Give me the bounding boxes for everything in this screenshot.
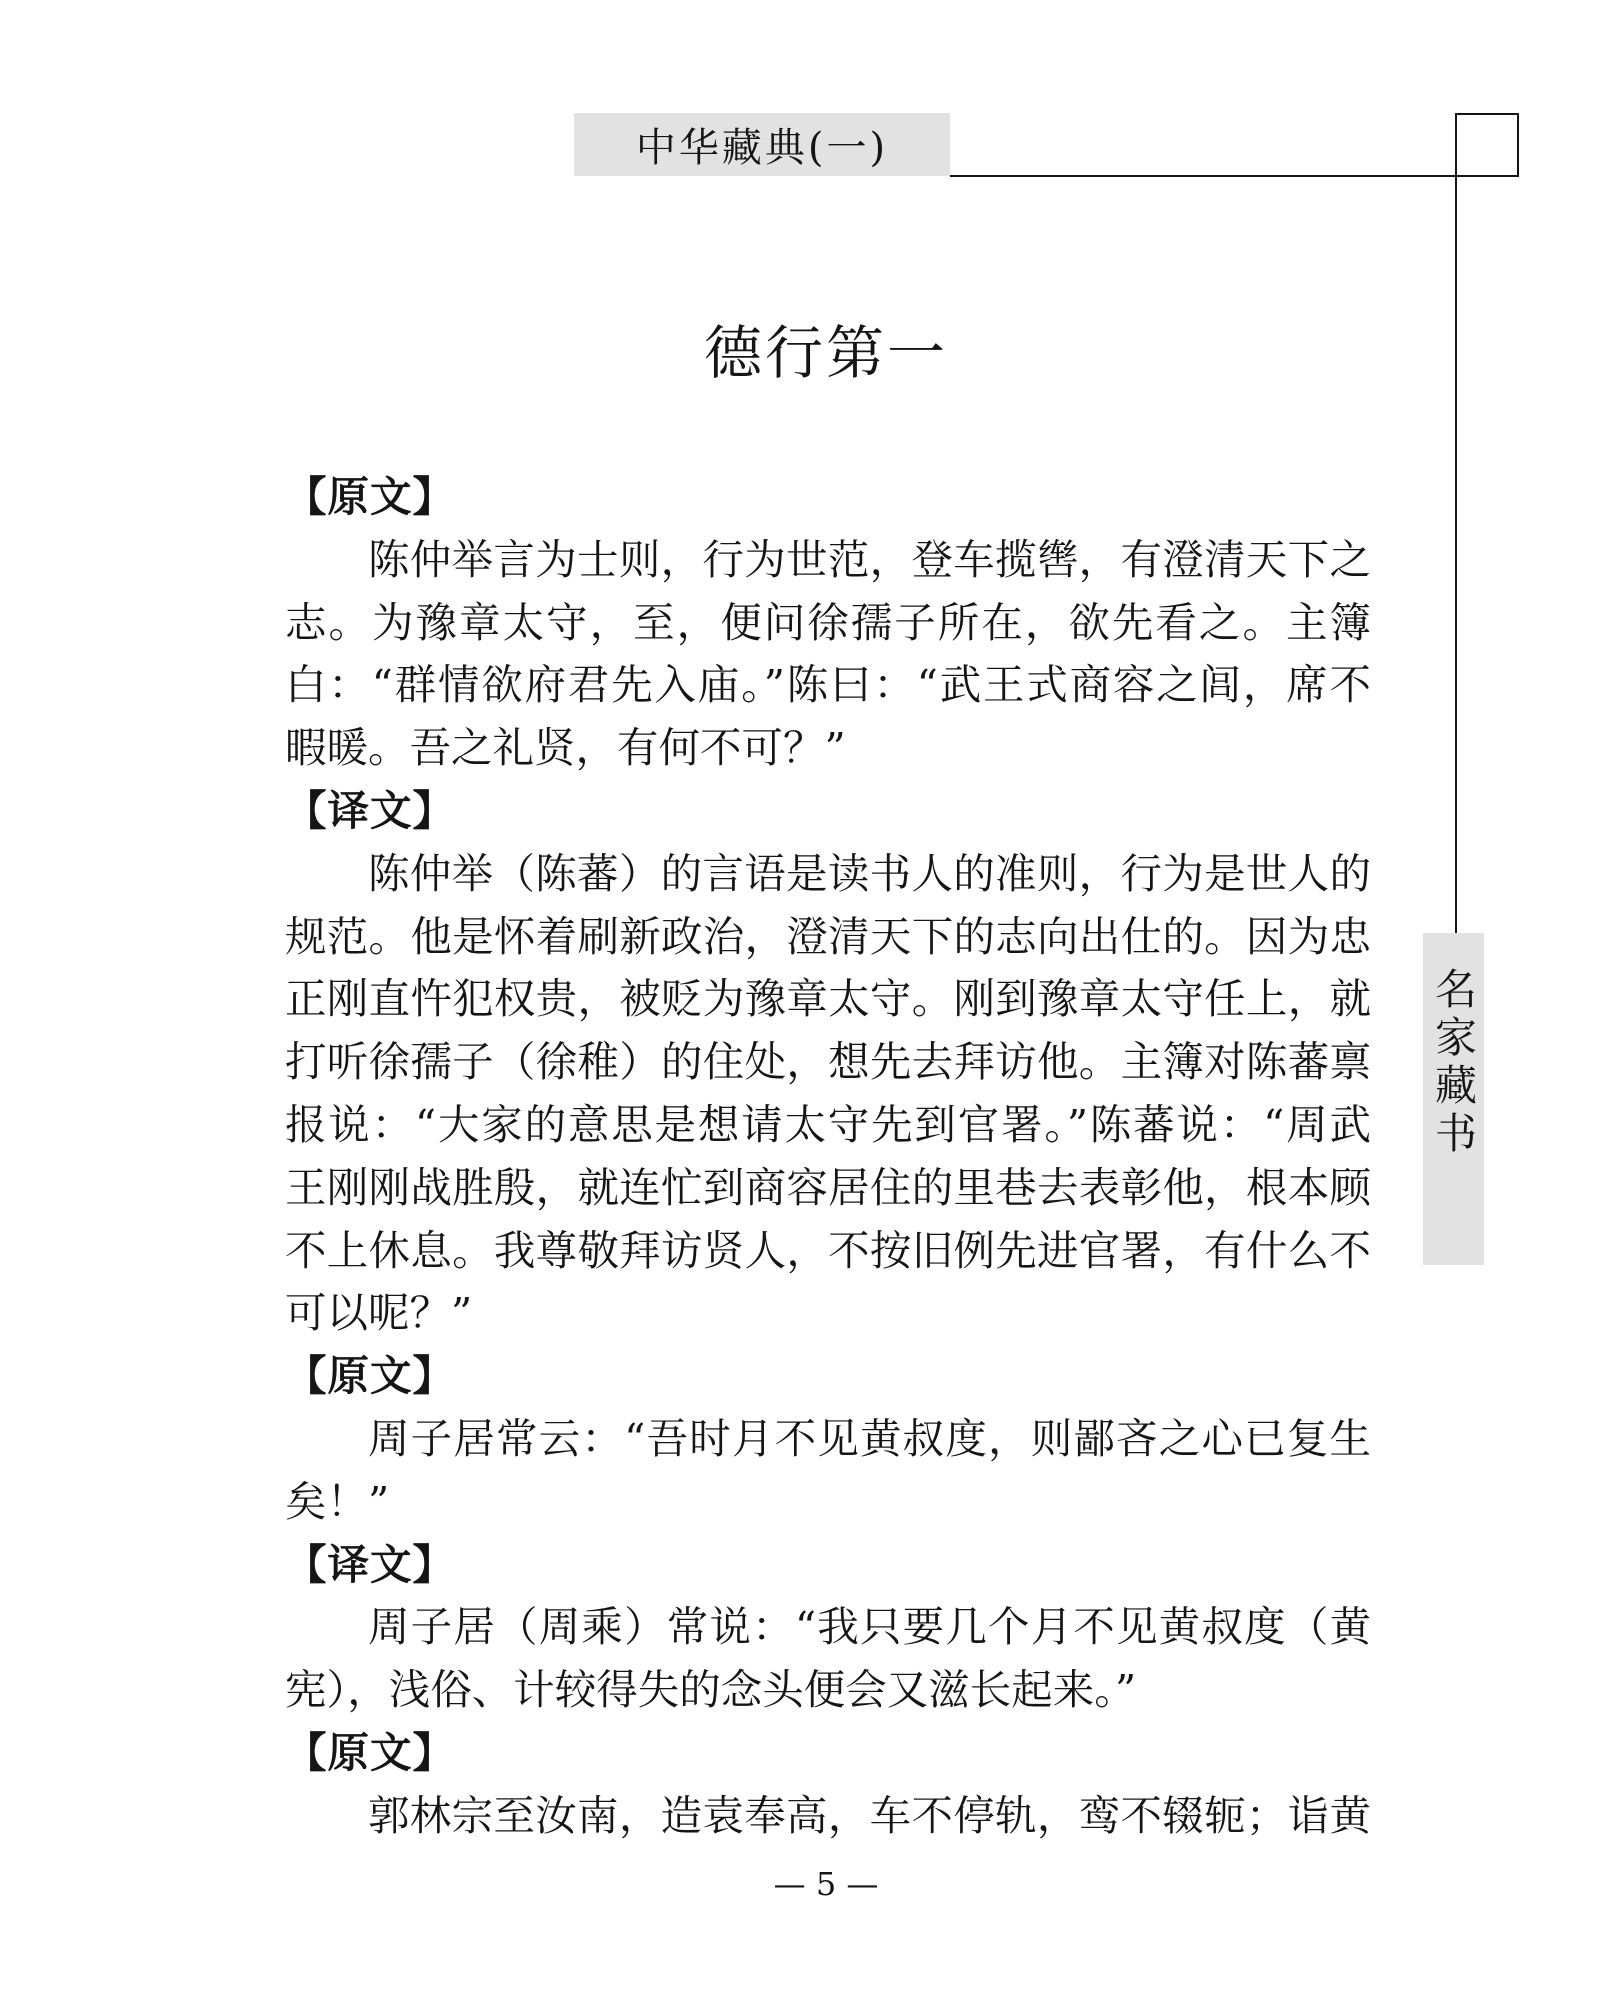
paragraph-line: 打听徐孺子（徐稚）的住处，想先去拜访他。主簿对陈蕃禀 [285, 1037, 1371, 1087]
paragraph-line: 矣！” [285, 1476, 390, 1526]
chapter-title: 德行第一 [703, 319, 948, 387]
paragraph-line: 王刚刚战胜殷，就连忙到商容居住的里巷去表彰他，根本顾 [285, 1162, 1371, 1212]
paragraph-line: 郭林宗至汝南，造袁奉高，车不停轨，鸾不辍轭；诣黄 [368, 1790, 1371, 1840]
margin-rule [1455, 176, 1457, 933]
page-body [285, 466, 1371, 1848]
paragraph-line: 可以呢？” [285, 1288, 473, 1338]
section-label-original: 【原文】 [285, 1351, 456, 1401]
paragraph-line: 规范。他是怀着刷新政治，澄清天下的志向出仕的。因为忠 [285, 911, 1371, 961]
page-number: — 5 — [773, 1865, 879, 1903]
paragraph-line: 白：“群情欲府君先入庙。”陈曰：“武王式商容之闾，席不 [285, 660, 1371, 710]
paragraph-line: 报说：“大家的意思是想请太守先到官署。”陈蕃说：“周武 [285, 1099, 1371, 1149]
paragraph-line: 周子居常云：“吾时月不见黄叔度，则鄙吝之心已复生 [368, 1413, 1371, 1463]
side-tab [1423, 933, 1484, 1265]
paragraph-line: 宪），浅俗、计较得失的念头便会又滋长起来。” [285, 1665, 1137, 1715]
paragraph-line: 周子居（周乘）常说：“我只要几个月不见黄叔度（黄 [368, 1602, 1371, 1652]
paragraph-line: 志。为豫章太守，至，便问徐孺子所在，欲先看之。主簿 [285, 597, 1371, 647]
section-label-translation: 【译文】 [285, 1539, 456, 1589]
paragraph-line: 陈仲举（陈蕃）的言语是读书人的准则，行为是世人的 [368, 848, 1371, 898]
paragraph-line: 正刚直忤犯权贵，被贬为豫章太守。刚到豫章太守任上，就 [285, 974, 1371, 1024]
section-label-original: 【原文】 [285, 1727, 456, 1777]
side-tab-label: 名家藏书 [1429, 967, 1478, 1159]
header-rule [950, 175, 1519, 177]
paragraph-line: 不上休息。我尊敬拜访贤人，不按旧例先进官署，有什么不 [285, 1225, 1371, 1275]
header-book-title: 中华藏典(一) [635, 125, 889, 171]
running-header [574, 113, 950, 176]
section-label-original: 【原文】 [285, 472, 456, 521]
corner-box [1455, 113, 1519, 177]
section-label-translation: 【译文】 [285, 785, 456, 835]
paragraph-line: 暇暖。吾之礼贤，有何不可？” [285, 723, 846, 773]
paragraph-line: 陈仲举言为士则，行为世范，登车揽辔，有澄清天下之 [368, 534, 1371, 584]
